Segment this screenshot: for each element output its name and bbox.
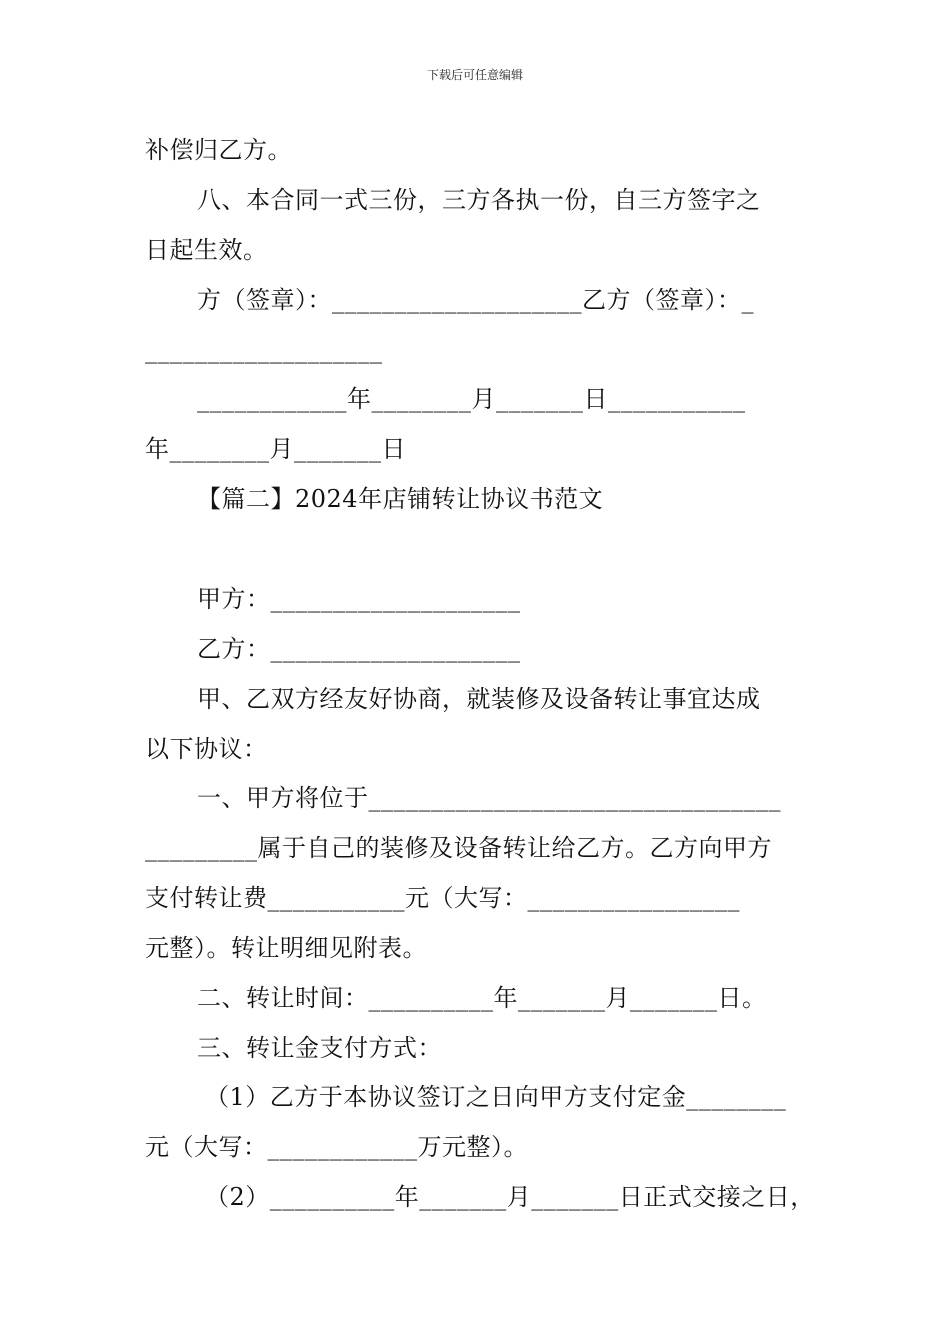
paragraph-line: _________属于自己的装修及设备转让给乙方。乙方向甲方 bbox=[145, 834, 772, 862]
page-header: 下载后可任意编辑 bbox=[426, 68, 523, 82]
paragraph-line: 补偿归乙方。 bbox=[145, 136, 292, 164]
paragraph-line: 元（大写：____________万元整）。 bbox=[145, 1133, 528, 1161]
paragraph-line: 三、转让金支付方式： bbox=[197, 1034, 442, 1062]
paragraph-line: （2）__________年_______月_______日正式交接之日， bbox=[205, 1183, 815, 1211]
paragraph-line: 日起生效。 bbox=[145, 236, 268, 264]
date-line: 年________月_______日 bbox=[145, 435, 406, 463]
party-b-line: 乙方：____________________ bbox=[197, 635, 521, 663]
paragraph-line: 支付转让费___________元（大写：_________________ bbox=[145, 884, 740, 912]
paragraph-line: 甲、乙双方经友好协商，就装修及设备转让事宜达成 bbox=[197, 685, 761, 713]
section-title: 【篇二】2024年店铺转让协议书范文 bbox=[197, 485, 604, 513]
signature-line: ___________________ bbox=[145, 336, 383, 364]
paragraph-line: 元整）。转让明细见附表。 bbox=[145, 934, 427, 962]
paragraph-line: 二、转让时间：__________年_______月_______日。 bbox=[197, 984, 767, 1012]
paragraph-line: （1）乙方于本协议签订之日向甲方支付定金________ bbox=[205, 1083, 787, 1111]
paragraph-line: 八、本合同一式三份，三方各执一份，自三方签字之 bbox=[197, 186, 761, 214]
signature-line: 方（签章）：____________________乙方（签章）：_ bbox=[197, 286, 754, 314]
paragraph-line: 一、甲方将位于_________________________________ bbox=[197, 784, 781, 812]
paragraph-line: 以下协议： bbox=[145, 735, 268, 763]
date-line: ____________年________月_______日___________ bbox=[197, 385, 746, 413]
party-a-line: 甲方：____________________ bbox=[197, 585, 521, 613]
